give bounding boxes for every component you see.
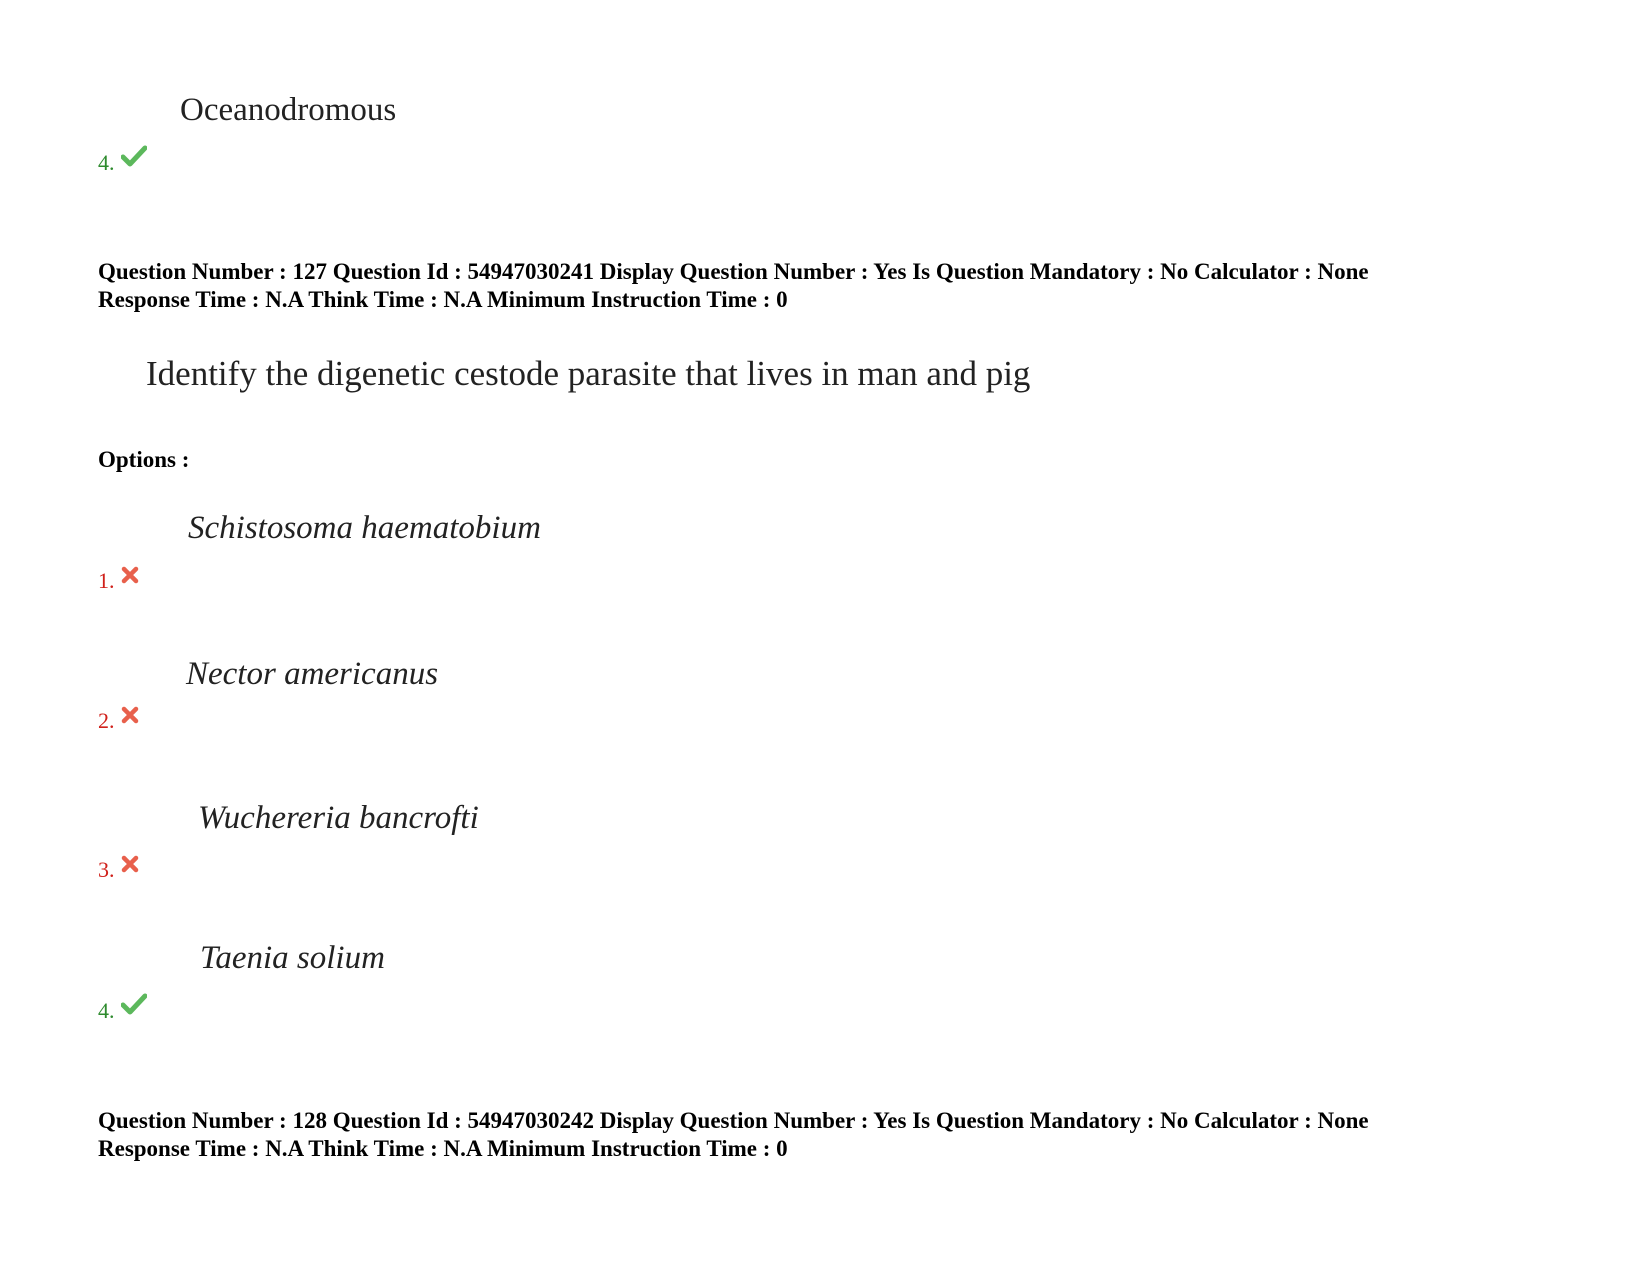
cross-icon bbox=[121, 853, 139, 879]
option-2-text: Nector americanus bbox=[186, 656, 439, 692]
option-number-label: 4. bbox=[98, 150, 115, 175]
option-number-label: 2. bbox=[98, 708, 115, 733]
option-1-text: Schistosoma haematobium bbox=[188, 510, 541, 546]
cross-icon bbox=[121, 704, 139, 730]
options-label: Options : bbox=[98, 447, 190, 472]
cross-icon bbox=[121, 564, 139, 590]
question-meta-128 bbox=[98, 1107, 1369, 1163]
meta-line-1: Question Number : 128 Question Id : 54947030242 Display Question Number : Yes Is Question Mandatory : No Calculator : None bbox=[98, 1108, 1369, 1133]
option-4-number bbox=[98, 150, 147, 179]
meta-line-2: Response Time : N.A Think Time : N.A Minimum Instruction Time : 0 bbox=[98, 1136, 788, 1161]
option-1-number bbox=[98, 568, 139, 596]
option-number-label: 1. bbox=[98, 568, 115, 593]
option-3-number bbox=[98, 857, 139, 885]
option-2-number bbox=[98, 708, 139, 736]
question-text: Identify the digenetic cestode parasite that lives in man and pig bbox=[146, 354, 1031, 393]
option-4-number bbox=[98, 998, 147, 1027]
question-meta-127 bbox=[98, 258, 1369, 314]
meta-line-1: Question Number : 127 Question Id : 54947030241 Display Question Number : Yes Is Question Mandatory : No Calculator : None bbox=[98, 259, 1369, 284]
option-4-text: Oceanodromous bbox=[180, 92, 397, 128]
check-icon bbox=[121, 145, 147, 173]
option-number-label: 3. bbox=[98, 857, 115, 882]
option-3-text: Wuchereria bancrofti bbox=[198, 800, 479, 836]
check-icon bbox=[121, 993, 147, 1021]
option-number-label: 4. bbox=[98, 998, 115, 1023]
option-4-text: Taenia solium bbox=[200, 940, 385, 976]
meta-line-2: Response Time : N.A Think Time : N.A Minimum Instruction Time : 0 bbox=[98, 287, 788, 312]
